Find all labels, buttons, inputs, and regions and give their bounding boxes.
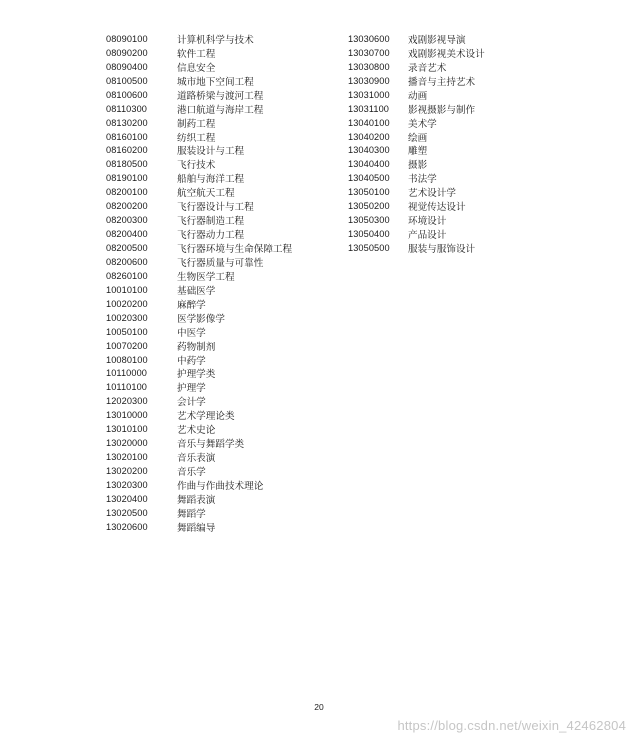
major-name: 生物医学工程 [177,271,235,283]
major-code: 08190100 [106,173,148,184]
major-code: 13050200 [348,201,390,212]
list-item [106,199,292,213]
major-name: 动画 [408,90,428,102]
major-code: 13040300 [348,145,390,156]
major-name: 船舶与海洋工程 [177,174,245,186]
major-name: 制药工程 [177,118,216,130]
list-item [106,520,292,534]
list-item [348,157,485,171]
list-item [348,227,485,241]
major-code: 10010100 [106,284,148,295]
watermark: https://blog.csdn.net/weixin_42462804 [397,718,626,733]
major-name: 雕塑 [408,146,428,158]
major-name: 摄影 [408,160,428,172]
page-number: 20 [314,702,324,712]
list-item [348,185,485,199]
list-item [106,185,292,199]
list-item [106,311,292,325]
major-name: 书法学 [408,174,437,186]
major-code: 13020100 [106,452,148,463]
major-name: 服装设计与工程 [177,146,245,158]
major-code: 10070200 [106,340,148,351]
major-code: 10020200 [106,298,148,309]
list-item [348,32,485,46]
list-item [348,102,485,116]
major-name: 绘画 [408,132,428,144]
major-code: 13030900 [348,75,390,86]
major-code: 13030600 [348,33,390,44]
major-code: 08200200 [106,201,148,212]
list-item [106,116,292,130]
major-name: 会计学 [177,397,206,409]
major-name: 基础医学 [177,285,216,297]
list-item [106,32,292,46]
major-code: 08090400 [106,61,148,72]
left-column [106,32,292,534]
major-name: 作曲与作曲技术理论 [177,480,264,492]
list-item [348,130,485,144]
major-code: 13020600 [106,521,148,532]
major-name: 舞蹈编导 [177,522,216,534]
major-code: 08160200 [106,145,148,156]
major-code: 13030700 [348,47,390,58]
major-code: 13010000 [106,410,148,421]
list-item [106,422,292,436]
major-name: 飞行器质量与可靠性 [177,257,264,269]
major-code: 10020300 [106,312,148,323]
list-item [106,130,292,144]
list-item [348,88,485,102]
major-code: 08100500 [106,75,148,86]
major-name: 城市地下空间工程 [177,76,254,88]
major-code: 13040200 [348,131,390,142]
major-name: 艺术学理论类 [177,411,235,423]
list-item [106,213,292,227]
major-name: 护理学 [177,383,206,395]
list-item [106,227,292,241]
list-item [106,478,292,492]
major-code: 10050100 [106,326,148,337]
major-code: 13020300 [106,479,148,490]
list-item [348,60,485,74]
major-name: 视觉传达设计 [408,202,466,214]
major-code: 13020400 [106,493,148,504]
major-code: 08200600 [106,256,148,267]
major-name: 音乐表演 [177,453,216,465]
list-item [106,394,292,408]
major-name: 软件工程 [177,48,216,60]
list-item [106,353,292,367]
major-code: 08260100 [106,270,148,281]
major-code: 10110100 [106,382,147,393]
list-item [106,380,292,394]
list-item [106,157,292,171]
list-item [106,88,292,102]
major-name: 音乐与舞蹈学类 [177,439,245,451]
major-name: 戏剧影视导演 [408,34,466,46]
list-item [348,199,485,213]
major-name: 护理学类 [177,369,216,381]
right-column [348,32,485,255]
major-code: 13050100 [348,187,390,198]
major-name: 计算机科学与技术 [177,34,254,46]
major-name: 戏剧影视美术设计 [408,48,485,60]
major-name: 医学影像学 [177,313,225,325]
major-name: 音乐学 [177,467,206,479]
major-name: 纺织工程 [177,132,216,144]
major-name: 影视摄影与制作 [408,104,476,116]
major-name: 产品设计 [408,230,447,242]
list-item [106,283,292,297]
major-code: 12020300 [106,396,148,407]
major-code: 13030800 [348,61,390,72]
list-item [348,74,485,88]
major-code: 08160100 [106,131,148,142]
major-code: 08200400 [106,229,148,240]
major-name: 飞行器设计与工程 [177,202,254,214]
major-code: 08090100 [106,33,148,44]
major-name: 美术学 [408,118,437,130]
list-item [106,367,292,381]
major-name: 舞蹈学 [177,508,206,520]
major-code: 13040400 [348,159,390,170]
list-item [106,102,292,116]
list-item [106,408,292,422]
major-code: 13040500 [348,173,390,184]
list-item [106,325,292,339]
list-item [348,116,485,130]
major-code: 13020200 [106,466,148,477]
list-item [106,492,292,506]
major-code: 13010100 [106,424,148,435]
major-name: 药物制剂 [177,341,216,353]
major-code: 13050400 [348,229,390,240]
major-name: 飞行器制造工程 [177,216,245,228]
major-name: 中药学 [177,355,206,367]
major-code: 10110000 [106,368,147,379]
major-code: 08180500 [106,159,148,170]
list-item [348,144,485,158]
list-item [106,506,292,520]
major-name: 中医学 [177,327,206,339]
major-name: 飞行器环境与生命保障工程 [177,244,293,256]
major-code: 08090200 [106,47,148,58]
major-name: 舞蹈表演 [177,494,216,506]
list-item [348,241,485,255]
major-name: 录音艺术 [408,62,447,74]
major-code: 08200300 [106,215,148,226]
major-code: 13020500 [106,507,148,518]
major-name: 航空航天工程 [177,188,235,200]
major-code: 08100600 [106,89,148,100]
major-code: 08200100 [106,187,148,198]
list-item [106,144,292,158]
major-code: 13020000 [106,438,148,449]
major-name: 麻醉学 [177,299,206,311]
major-name: 播音与主持艺术 [408,76,476,88]
major-name: 服装与服饰设计 [408,244,476,256]
major-code: 08130200 [106,117,148,128]
major-code: 10080100 [106,354,148,365]
major-name: 信息安全 [177,62,216,74]
list-item [106,74,292,88]
list-item [348,46,485,60]
list-item [106,450,292,464]
list-item [106,241,292,255]
major-name: 艺术史论 [177,425,216,437]
major-name: 飞行器动力工程 [177,230,245,242]
major-name: 环境设计 [408,216,447,228]
major-code: 13040100 [348,117,390,128]
list-item [106,269,292,283]
major-code: 13031100 [348,103,389,114]
major-code: 13031000 [348,89,390,100]
major-name: 飞行技术 [177,160,216,172]
major-code: 13050500 [348,243,390,254]
list-item [106,436,292,450]
major-code: 08200500 [106,243,148,254]
list-item [106,60,292,74]
list-item [106,46,292,60]
list-item [348,213,485,227]
list-item [106,339,292,353]
list-item [348,171,485,185]
major-name: 港口航道与海岸工程 [177,104,264,116]
major-code: 13050300 [348,215,390,226]
major-code: 08110300 [106,103,147,114]
list-item [106,171,292,185]
list-item [106,464,292,478]
list-item [106,255,292,269]
list-item [106,297,292,311]
major-name: 艺术设计学 [408,188,456,200]
major-name: 道路桥梁与渡河工程 [177,90,264,102]
